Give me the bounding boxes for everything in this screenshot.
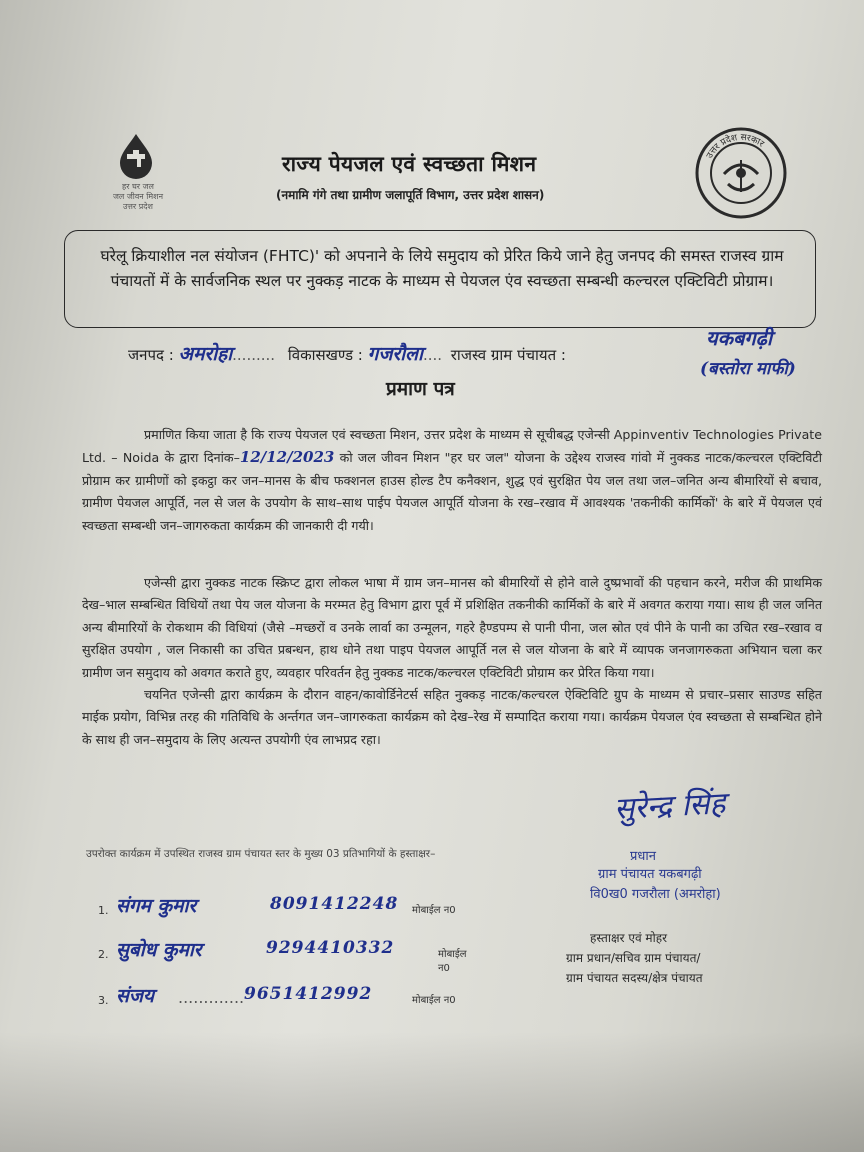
block-value: गजरौला [367, 343, 423, 365]
participant-number: 1. [98, 904, 109, 917]
participant-number: 2. [98, 948, 109, 961]
handwritten-signature: सुरेन्द्र सिंह [613, 786, 727, 827]
signatory-note-line-2: ग्राम प्रधान/सचिव ग्राम पंचायत/ [566, 951, 701, 965]
page-shadow [0, 1032, 864, 1152]
participants-note: उपरोक्त कार्यक्रम में उपस्थित राजस्व ग्राम पंचायत स्तर के मुख्य 03 प्रतिभागियों के हस्ताक्षर– [86, 848, 436, 860]
participant-number: 3. [98, 994, 109, 1007]
participant-name: संगम कुमार [116, 895, 197, 917]
stamp-line-2: ग्राम पंचायत यकबगढ़ी [598, 867, 702, 882]
block-label: विकासखण्ड : [287, 346, 363, 364]
water-drop-tap-icon [114, 132, 158, 180]
certificate-paragraph-2 [82, 572, 822, 684]
program-banner [64, 230, 816, 328]
stamp-line-3: वि0ख0 गजरौला (अमरोहा) [590, 887, 721, 902]
participant-phone: 9294410332 [266, 938, 395, 958]
para2-text: एजेन्सी द्वारा नुक्कड नाटक स्क्रिप्ट द्वारा लोकल भाषा में ग्राम जन–मानस को बीमारियों से होने वाले दुष्प्रभावों की पहचान करने, मरीज की प्राथमिक देख–भाल सम्बन्धित विधियों तथा पेय जल योजना के मरम्मत हेतु विभाग द्वारा पूर्व में प्रशिक्षित तकनीकी कार्मिकों के बारे में अवगत कराया गया। साथ ही जल जनित अन्य बीमारियों के रोकथाम की विधियां (जैसे –मच्छरों व उनके लार्वा का उन्मूलन, गहरे हैण्डपम्प से पानी पीना, जल स्रोत एवं पीने के पानी का उचित रख–रखाव व सुरक्षित उपयोग , जल निकासी का उचित प्रबन्धन, हाथ धोने तथा पाइप पेयजल आपूर्ति नल से जल योजना के बारे में व्यापक जनजागरुकता अभियान चला कर ग्रामीण जन समुदाय को अवगत कराते हुए, व्यवहार परिवर्तन हेतु नुक्कड नाटक/कल्चरल एक्टिविटी प्रोग्राम कर प्रेरित किया गया। [82, 575, 822, 680]
participant-row [98, 936, 478, 974]
mobile-label: मोबाईल न0 [412, 995, 456, 1006]
participant-row: 3. संजय ............. 9651412992 मोबाईल न0 [98, 984, 456, 1007]
mission-subtitle: (नमामि गंगे तथा ग्रामीण जलापूर्ति विभाग, उत्तर प्रदेश शासन) [276, 188, 545, 202]
para1-part-b: को जल जीवन मिशन "हर घर जल" योजना के उद्देश्य राजस्व गांवो में नुक्कड नाटक/कल्चरल एक्टिविटी प्रोग्राम कर ग्रामीणों को इकट्ठा कर जन–मानस के बीच फक्शनल हाउस होल्ड टैप कनैक्शन, शुद्ध एवं सुरक्षित पेय जल तथा जल–जनित अन्य बीमारियों से बचाव, ग्रामीण पेयजल आपूर्ति, नल से जल के उपयोग के साथ–साथ पाईप पेयजल आपूर्ति योजना के रख–रखाव में आवश्यक 'तकनीकी कार्मिकों' के बारे में पेयजल एवं स्वच्छता सम्बन्धी जन–जागरुकता कार्यक्रम की जानकारी दी गयी। [82, 450, 822, 533]
signatory-note-line-1: हस्ताक्षर एवं मोहर [590, 931, 668, 945]
signatory-note-line-3: ग्राम पंचायत सदस्य/क्षेत्र पंचायत [566, 971, 703, 985]
gp-value: यकबगढ़ी [706, 326, 773, 350]
gp-label: राजस्व ग्राम पंचायत : [450, 346, 566, 364]
janpad-label: जनपद : [128, 346, 174, 364]
para1-part-a: प्रमाणित किया जाता है कि राज्य पेयजल एवं स्वच्छता मिशन, उत्तर प्रदेश के माध्यम से सूचीबद्ध एजेन्सी Appinventiv Technologies Private Ltd. – Noida के द्वारा दिनांक [82, 427, 822, 466]
banner-text: घरेलू क्रियाशील नल संयोजन (FHTC)' को अपनाने के लिये समुदाय को प्रेरित किये जाने हेतु जनपद की समस्त राजस्व ग्राम पंचायतों में के सार्वजनिक स्थल पर नुक्कड़ नाटक के माध्यम से पेयजल एंव स्वच्छता सम्बन्धी कल्चरल एक्टिविटी प्रोग्राम। [100, 247, 784, 290]
logo-left-text: हर घर जल जल जीवन मिशन उत्तर प्रदेश [112, 182, 164, 211]
seal-emblem-icon [694, 126, 788, 220]
signatory-note [566, 928, 703, 988]
janpad-value: अमरोहा [178, 343, 233, 365]
program-date: 12/12/2023 [239, 448, 335, 467]
har-ghar-jal-logo [102, 132, 174, 222]
participant-name: संजय [116, 985, 154, 1007]
participant-phone: 9651412992 [244, 984, 373, 1004]
stamp-line-1: प्रधान [630, 849, 656, 864]
participant-name: सुबोध कुमार [116, 939, 202, 961]
seal-text: उत्तर प्रदेश सरकार [704, 132, 766, 161]
certificate-title: प्रमाण पत्र [386, 378, 455, 400]
participant-row [98, 892, 478, 926]
certificate-paragraph-1: प्रमाणित किया जाता है कि राज्य पेयजल एवं स्वच्छता मिशन, उत्तर प्रदेश के माध्यम से सूचीबद्ध एजेन्सी Appinventiv Technologies Private Ltd. – Noida के द्वारा दिनांक–12/12/2023 को जल जीवन मिशन "हर घर जल" योजना के उद्देश्य राजस्व गांवो में नुक्कड नाटक/कल्चरल एक्टिविटी प्रोग्राम कर ग्रामीणों को इकट्ठा कर जन–मानस के बीच फक्शनल हाउस होल्ड टैप कनैक्शन, शुद्ध एवं सुरक्षित पेय जल तथा जल–जनित अन्य बीमारियों से बचाव, ग्रामीण पेयजल आपूर्ति, नल से जल के उपयोग के साथ–साथ पाईप पेयजल आपूर्ति योजना के रख–रखाव में आवश्यक 'तकनीकी कार्मिकों' के बारे में पेयजल एवं स्वच्छता सम्बन्धी जन–जागरुकता कार्यक्रम की जानकारी दी गयी। [82, 427, 822, 533]
mobile-label: मोबाईल न0 [438, 949, 467, 974]
up-government-seal [694, 126, 788, 220]
para3-text: चयनित एजेन्सी द्वारा कार्यक्रम के दौरान वाहन/कावोर्डिनेटर्स सहित नुक्कड़ नाटक/कल्चरल ऐक्टिविटि ग्रुप के माध्यम से प्रचार–प्रसार साउण्ड सहित माईक प्रयोग, विभिन्न तरह की गतिविधि के अर्न्तगत जन–जागरुकता कार्यक्रम को देख–रेख में सम्पादित कराया गया। कार्यक्रम पेयजल एंव स्वच्छता से सम्बन्धित होने के साथ ही जन–समुदाय के लिए अत्यन्त उपयोगी एंव लाभप्रद रहा। [82, 687, 822, 747]
gp-note: (बस्तोरा माफी) [700, 359, 796, 379]
certificate-paragraph-3 [82, 684, 822, 751]
participant-phone: 8091412248 [270, 894, 399, 914]
location-line: जनपद : अमरोहा......... विकासखण्ड : गजरौला.... राजस्व ग्राम पंचायत : [128, 343, 566, 365]
mission-title: राज्य पेयजल एवं स्वच्छता मिशन [282, 152, 537, 176]
mobile-label: मोबाईल न0 [412, 905, 456, 916]
